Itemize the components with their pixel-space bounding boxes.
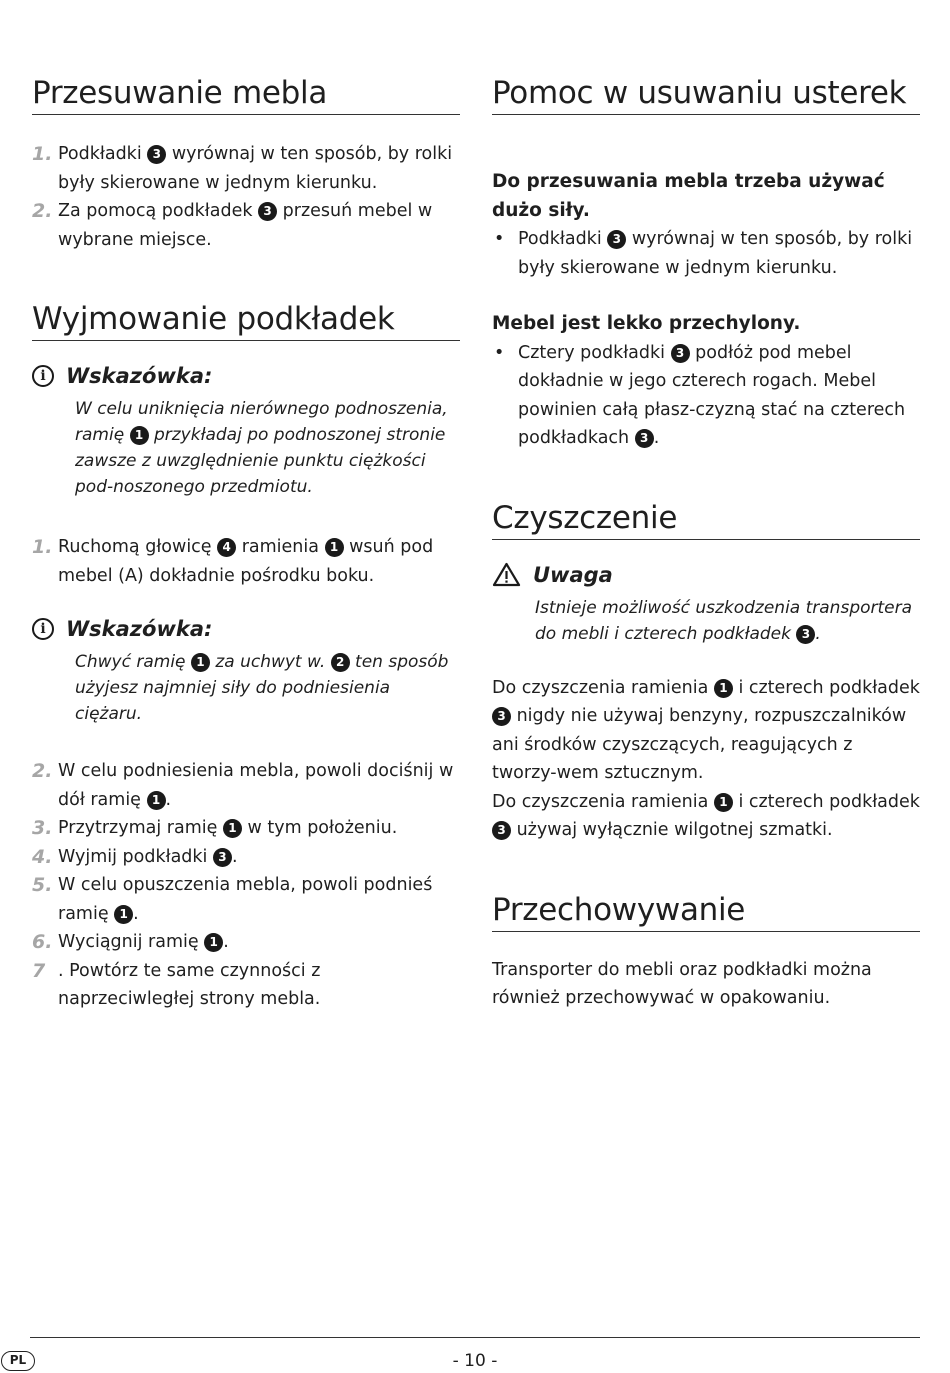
- right-column: [492, 74, 920, 1013]
- list-item: • Cztery podkładki 3 podłóż pod mebel dokładnie w jego czterech rogach. Mebel powinien całą płasz-czyzną stać na czterech podkładkach 3 .: [492, 339, 920, 453]
- warning-text: Istnieje możliwość uszkodzenia transportera do mebli i czterech podkładek 3 .: [535, 597, 913, 644]
- warning-title: Uwaga: [533, 562, 613, 587]
- left-column: [32, 74, 460, 1014]
- problem-2: [492, 310, 920, 453]
- part-number-badge: 1: [114, 905, 133, 924]
- list-item: 4. Wyjmij podkładki 3 .: [32, 843, 460, 872]
- part-number-badge: 3: [607, 230, 626, 249]
- part-number-badge: 3: [796, 625, 815, 644]
- note-title: Wskazówka:: [66, 617, 213, 641]
- warning-box: [492, 560, 920, 647]
- step-number: 2.: [32, 200, 53, 222]
- part-number-badge: 3: [147, 145, 166, 164]
- note-text: W celu uniknięcia nierównego podnoszenia, ramię 1 przykładaj po podnoszonej stronie zawsze z uwzględnienie punktu ciężkości pod-noszonego przedmiotu.: [75, 399, 448, 497]
- section-title-troubleshooting: Pomoc w usuwaniu usterek: [492, 74, 920, 115]
- list-item: 1. Ruchomą głowicę 4 ramienia 1 wsuń pod mebel (A) dokładnie pośrodku boku.: [32, 533, 460, 590]
- step-number: 1.: [32, 536, 53, 558]
- page-number: - 10 -: [452, 1351, 498, 1371]
- part-number-badge: 1: [325, 538, 344, 557]
- part-number-badge: 3: [258, 202, 277, 221]
- list-item: 6. Wyciągnij ramię 1 .: [32, 928, 460, 957]
- part-number-badge: 3: [671, 344, 690, 363]
- part-number-badge: 3: [492, 707, 511, 726]
- step-number: 4.: [32, 845, 53, 868]
- cleaning-paragraph-1: Do czyszczenia ramienia 1 i czterech podkładek 3 nigdy nie używaj benzyny, rozpuszczalników ani środków czyszczących, reagujących z tworzy-wem sztucznym.: [492, 677, 920, 783]
- step-number: 3.: [32, 817, 53, 839]
- list-item: 2. Za pomocą podkładek 3 przesuń mebel w wybrane miejsce.: [32, 197, 460, 254]
- part-number-badge: 1: [130, 426, 149, 445]
- problem-heading: Do przesuwania mebla trzeba używać dużo siły.: [492, 171, 885, 221]
- part-number-badge: 1: [714, 679, 733, 698]
- warning-triangle-icon: [492, 562, 521, 587]
- section-title-moving: Przesuwanie mebla: [32, 74, 460, 115]
- step-number: 7: [32, 959, 46, 982]
- language-badge: PL: [1, 1351, 35, 1371]
- list-item: 7 . Powtórz te same czynności z naprzeciwległej strony mebla.: [32, 957, 460, 1014]
- storage-paragraph: Transporter do mebli oraz podkładki można również przechowywać w opakowaniu.: [492, 959, 872, 1008]
- part-number-badge: 1: [147, 791, 166, 810]
- note-title: Wskazówka:: [66, 364, 213, 388]
- note-box-1: [32, 361, 460, 500]
- moving-steps: [32, 140, 460, 254]
- list-item: 1. Podkładki 3 wyrównaj w ten sposób, by rolki były skierowane w jednym kierunku.: [32, 140, 460, 197]
- part-number-badge: 3: [213, 848, 232, 867]
- problem-1: [492, 168, 920, 282]
- part-number-badge: 4: [217, 538, 236, 557]
- list-item: 3. Przytrzymaj ramię 1 w tym położeniu.: [32, 814, 460, 843]
- section-title-cleaning: Czyszczenie: [492, 499, 920, 540]
- section-title-removing-pads: Wyjmowanie podkładek: [32, 300, 460, 341]
- step-number: 5.: [32, 874, 53, 896]
- part-number-badge: 1: [223, 819, 242, 838]
- step-number: 2.: [32, 760, 53, 782]
- info-icon: i: [32, 618, 54, 640]
- footer-divider: [30, 1337, 920, 1338]
- part-number-badge: 1: [204, 933, 223, 952]
- step-number: 6.: [32, 931, 53, 953]
- info-icon: i: [32, 365, 54, 387]
- part-number-badge: 3: [492, 821, 511, 840]
- removing-steps: [32, 757, 460, 1014]
- list-item: 5. W celu opuszczenia mebla, powoli podnieś ramię 1 .: [32, 871, 460, 928]
- step-number: 1.: [32, 143, 53, 165]
- removing-step-1: [32, 533, 460, 590]
- problem-heading: Mebel jest lekko przechylony.: [492, 313, 801, 334]
- part-number-badge: 2: [331, 653, 350, 672]
- section-title-storage: Przechowywanie: [492, 891, 920, 932]
- note-text: Chwyć ramię 1 za uchwyt w. 2 ten sposób użyjesz najmniej siły do podniesienia ciężaru.: [75, 652, 449, 724]
- list-item: 2. W celu podniesienia mebla, powoli dociśnij w dół ramię 1 .: [32, 757, 460, 814]
- part-number-badge: 3: [635, 429, 654, 448]
- part-number-badge: 1: [191, 653, 210, 672]
- part-number-badge: 1: [714, 793, 733, 812]
- list-item: • Podkładki 3 wyrównaj w ten sposób, by rolki były skierowane w jednym kierunku.: [492, 225, 920, 282]
- note-box-2: [32, 614, 460, 727]
- cleaning-paragraph-2: Do czyszczenia ramienia 1 i czterech podkładek 3 używaj wyłącznie wilgotnej szmatki.: [492, 791, 920, 840]
